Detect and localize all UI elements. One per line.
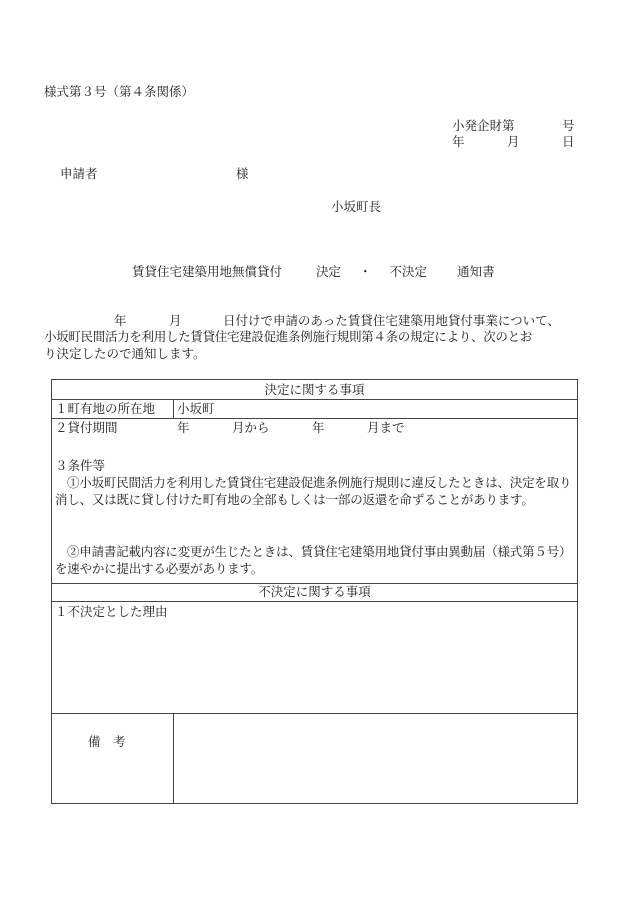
body-line-1-text: 日付けで申請のあった賃貸住宅建築用地貸付事業について、 bbox=[223, 313, 560, 328]
document-number-label: 小発企財第 bbox=[452, 118, 515, 133]
location-label: １町有地の所在地 bbox=[55, 401, 156, 416]
reason-label: １不決定とした理由 bbox=[55, 604, 168, 619]
table-divider bbox=[52, 399, 577, 400]
title-suffix: 通知書 bbox=[457, 264, 495, 279]
applicant-label: 申請者 bbox=[60, 166, 98, 181]
table-divider bbox=[173, 713, 174, 804]
document-number-suffix: 号 bbox=[562, 118, 575, 133]
remarks-field[interactable] bbox=[175, 715, 575, 801]
period-year-from: 年 bbox=[177, 420, 190, 435]
table-divider bbox=[52, 713, 577, 714]
location-value: 小坂町 bbox=[177, 401, 215, 416]
title-main: 賃貸住宅建築用地無償貸付 bbox=[132, 264, 283, 279]
condition-1: ①小坂町民間活力を利用した賃貸住宅建設促進条例施行規則に違反したときは、決定を取り消し、又は既に貸し付けた町有地の全部もしくは一部の返還を命ずることがあります。 bbox=[55, 475, 572, 507]
period-label: ２貸付期間 bbox=[55, 420, 118, 435]
notice-title bbox=[132, 264, 495, 280]
body-month: 月 bbox=[169, 313, 182, 328]
period-year-to: 年 bbox=[312, 420, 325, 435]
condition-2: ②申請書記載内容に変更が生じたときは、賃貸住宅建築用地貸付事由異動届（様式第５号）を速やかに提出する必要があります。 bbox=[55, 544, 572, 576]
body-year: 年 bbox=[114, 313, 127, 328]
remarks-label: 備 考 bbox=[88, 734, 126, 749]
applicant-honorific: 様 bbox=[236, 166, 249, 181]
body-line-2: 小坂町民間活力を利用した賃貸住宅建設促進条例施行規則第４条の規定により、次のとお bbox=[44, 329, 533, 344]
body-line-3: り決定したので通知します。 bbox=[44, 346, 206, 361]
title-separator: ・ bbox=[359, 264, 372, 279]
table-divider bbox=[52, 601, 577, 602]
date-month: 月 bbox=[507, 134, 520, 149]
conditions-label: ３条件等 bbox=[55, 458, 106, 473]
table-divider bbox=[52, 418, 577, 419]
issuer-name: 小坂町長 bbox=[331, 199, 382, 214]
form-number: 様式第３号（第４条関係） bbox=[44, 84, 195, 99]
decision-table bbox=[51, 379, 578, 804]
decision-section-header: 決定に関する事項 bbox=[264, 382, 365, 397]
period-month-from: 月から bbox=[232, 420, 270, 435]
title-non-decision: 不決定 bbox=[389, 264, 428, 279]
period-month-to: 月まで bbox=[367, 420, 405, 435]
non-decision-section-header: 不決定に関する事項 bbox=[258, 584, 371, 599]
table-divider bbox=[173, 399, 174, 418]
title-decision: 決定 bbox=[316, 264, 342, 279]
date-year: 年 bbox=[452, 134, 465, 149]
date-day: 日 bbox=[562, 134, 575, 149]
